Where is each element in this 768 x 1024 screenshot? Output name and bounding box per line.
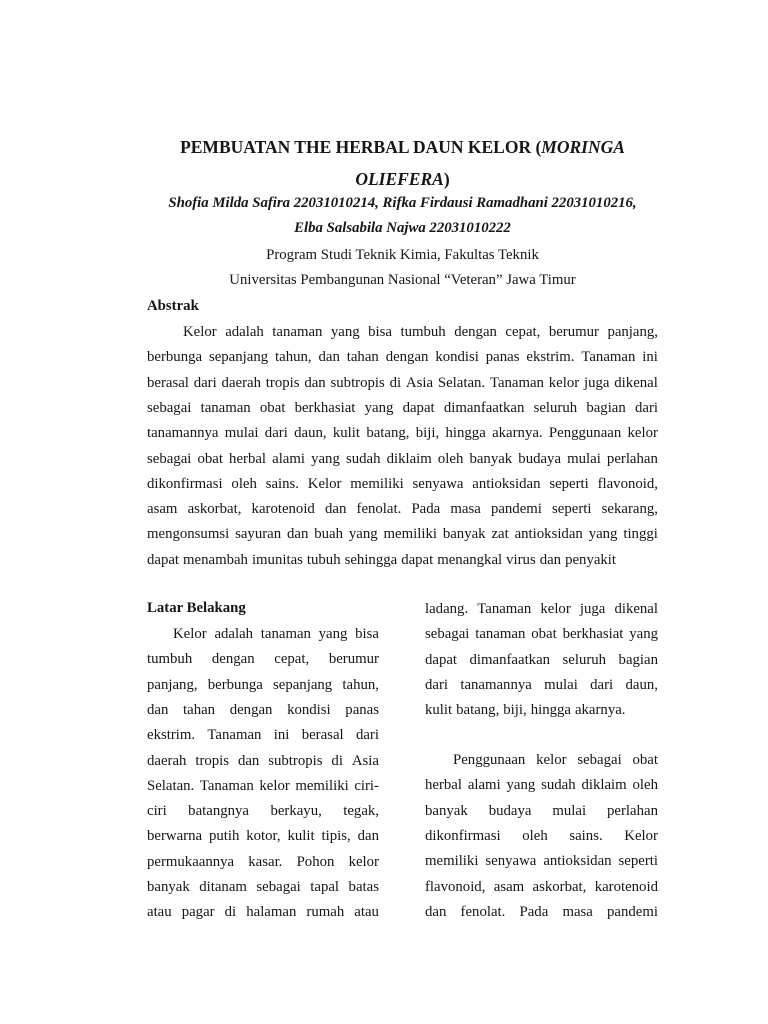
right-column-para1-line: dapat dimanfaatkan seluruh bagian — [425, 651, 658, 668]
right-column-para1-line: ladang. Tanaman kelor juga dikenal — [425, 601, 658, 617]
left-column-line: panjang, berbunga sepanjang tahun, — [147, 676, 379, 693]
right-column-para1-line: sebagai tanaman obat berkhasiat yang — [425, 626, 658, 643]
title-italic-part2: OLIEFERA — [355, 169, 444, 189]
right-column-para2-line: memiliki senyawa antioksidan seperti — [425, 853, 658, 870]
right-column-para1-line: kulit batang, biji, hingga akarnya. — [425, 702, 626, 719]
right-column-para2-line: herbal alami yang sudah diklaim oleh — [425, 777, 658, 794]
title-text-part2: ) — [443, 169, 450, 189]
right-column-para2-line: Penggunaan kelor sebagai obat — [453, 752, 658, 768]
title-text-part1: PEMBUATAN THE HERBAL DAUN KELOR ( — [180, 137, 542, 157]
left-column-line: permukaannya kasar. Pohon kelor — [147, 853, 379, 870]
abstract-line: dapat menambah imunitas tubuh sehingga dapat menangkal virus dan penyakit — [147, 551, 617, 568]
left-column-line: tumbuh dengan cepat, berumur — [147, 651, 379, 668]
left-column-line: ciri batangnya berkayu, tegak, — [147, 803, 379, 820]
left-column-line: ekstrim. Tanaman ini berasal dari — [147, 727, 379, 744]
abstract-line: asam askorbat, karotenoid dan fenolat. Pada masa pandemi seperti sekarang, — [147, 501, 658, 518]
left-column-line: berwarna putih kotor, kulit tipis, dan — [147, 828, 379, 845]
left-column-line: atau pagar di halaman rumah atau — [147, 904, 379, 921]
left-column-line: daerah tropis dan subtropis di Asia — [147, 752, 379, 769]
abstract-line: berbunga sepanjang tahun, dan tahan dengan kondisi panas ekstrim. Tanaman ini — [147, 349, 658, 366]
left-column-line: Kelor adalah tanaman yang bisa — [173, 626, 379, 642]
abstract-line: dikonfirmasi oleh sains. Kelor memiliki senyawa antioksidan seperti flavonoid, — [147, 475, 658, 492]
abstract-line: mengonsumsi sayuran dan buah yang memiliki banyak zat antioksidan yang tinggi — [147, 526, 658, 543]
abstract-heading: Abstrak — [147, 298, 199, 314]
author-list — [130, 191, 675, 241]
abstract-line: Kelor adalah tanaman yang bisa tumbuh dengan cepat, berumur panjang, — [183, 324, 658, 340]
affiliation-department: Program Studi Teknik Kimia, Fakultas Teknik — [266, 247, 539, 263]
right-column-para2-line: dan fenolat. Pada masa pandemi — [425, 903, 658, 920]
title-italic-part1: MORINGA — [541, 137, 625, 157]
authors-line-1: Shofia Milda Safira 22031010214, Rifka Firdausi Ramadhani 22031010216, — [168, 195, 637, 211]
left-column-line: dan tahan dengan kondisi panas — [147, 701, 379, 718]
left-column-line: Selatan. Tanaman kelor memiliki ciri- — [147, 777, 379, 794]
right-column-para2-line: dikonfirmasi oleh sains. Kelor — [425, 827, 658, 844]
right-column-para2-line: banyak budaya mulai perlahan — [425, 802, 658, 819]
paper-title — [150, 131, 655, 195]
abstract-line: tanamannya mulai dari daun, kulit batang, biji, hingga akarnya. Penggunaan kelor — [147, 425, 658, 442]
abstract-line: berasal dari daerah tropis dan subtropis di Asia Selatan. Tanaman kelor juga dikenal — [147, 374, 658, 391]
authors-line-2: Elba Salsabila Najwa 22031010222 — [294, 220, 511, 236]
section-heading-latar-belakang: Latar Belakang — [147, 600, 246, 616]
abstract-line: sebagai obat herbal alami yang sudah diklaim oleh banyak budaya mulai perlahan — [147, 450, 658, 467]
affiliation-university: Universitas Pembangunan Nasional “Veteran” Jawa Timur — [229, 272, 576, 288]
left-column-line: banyak ditanam sebagai tapal batas — [147, 879, 379, 895]
abstract-line: sebagai tanaman obat berkhasiat yang dapat dimanfaatkan seluruh bagian dari — [147, 399, 658, 416]
right-column-para2-line: flavonoid, asam askorbat, karotenoid — [425, 878, 658, 895]
right-column-para1-line: dari tanamannya mulai dari daun, — [425, 676, 658, 693]
